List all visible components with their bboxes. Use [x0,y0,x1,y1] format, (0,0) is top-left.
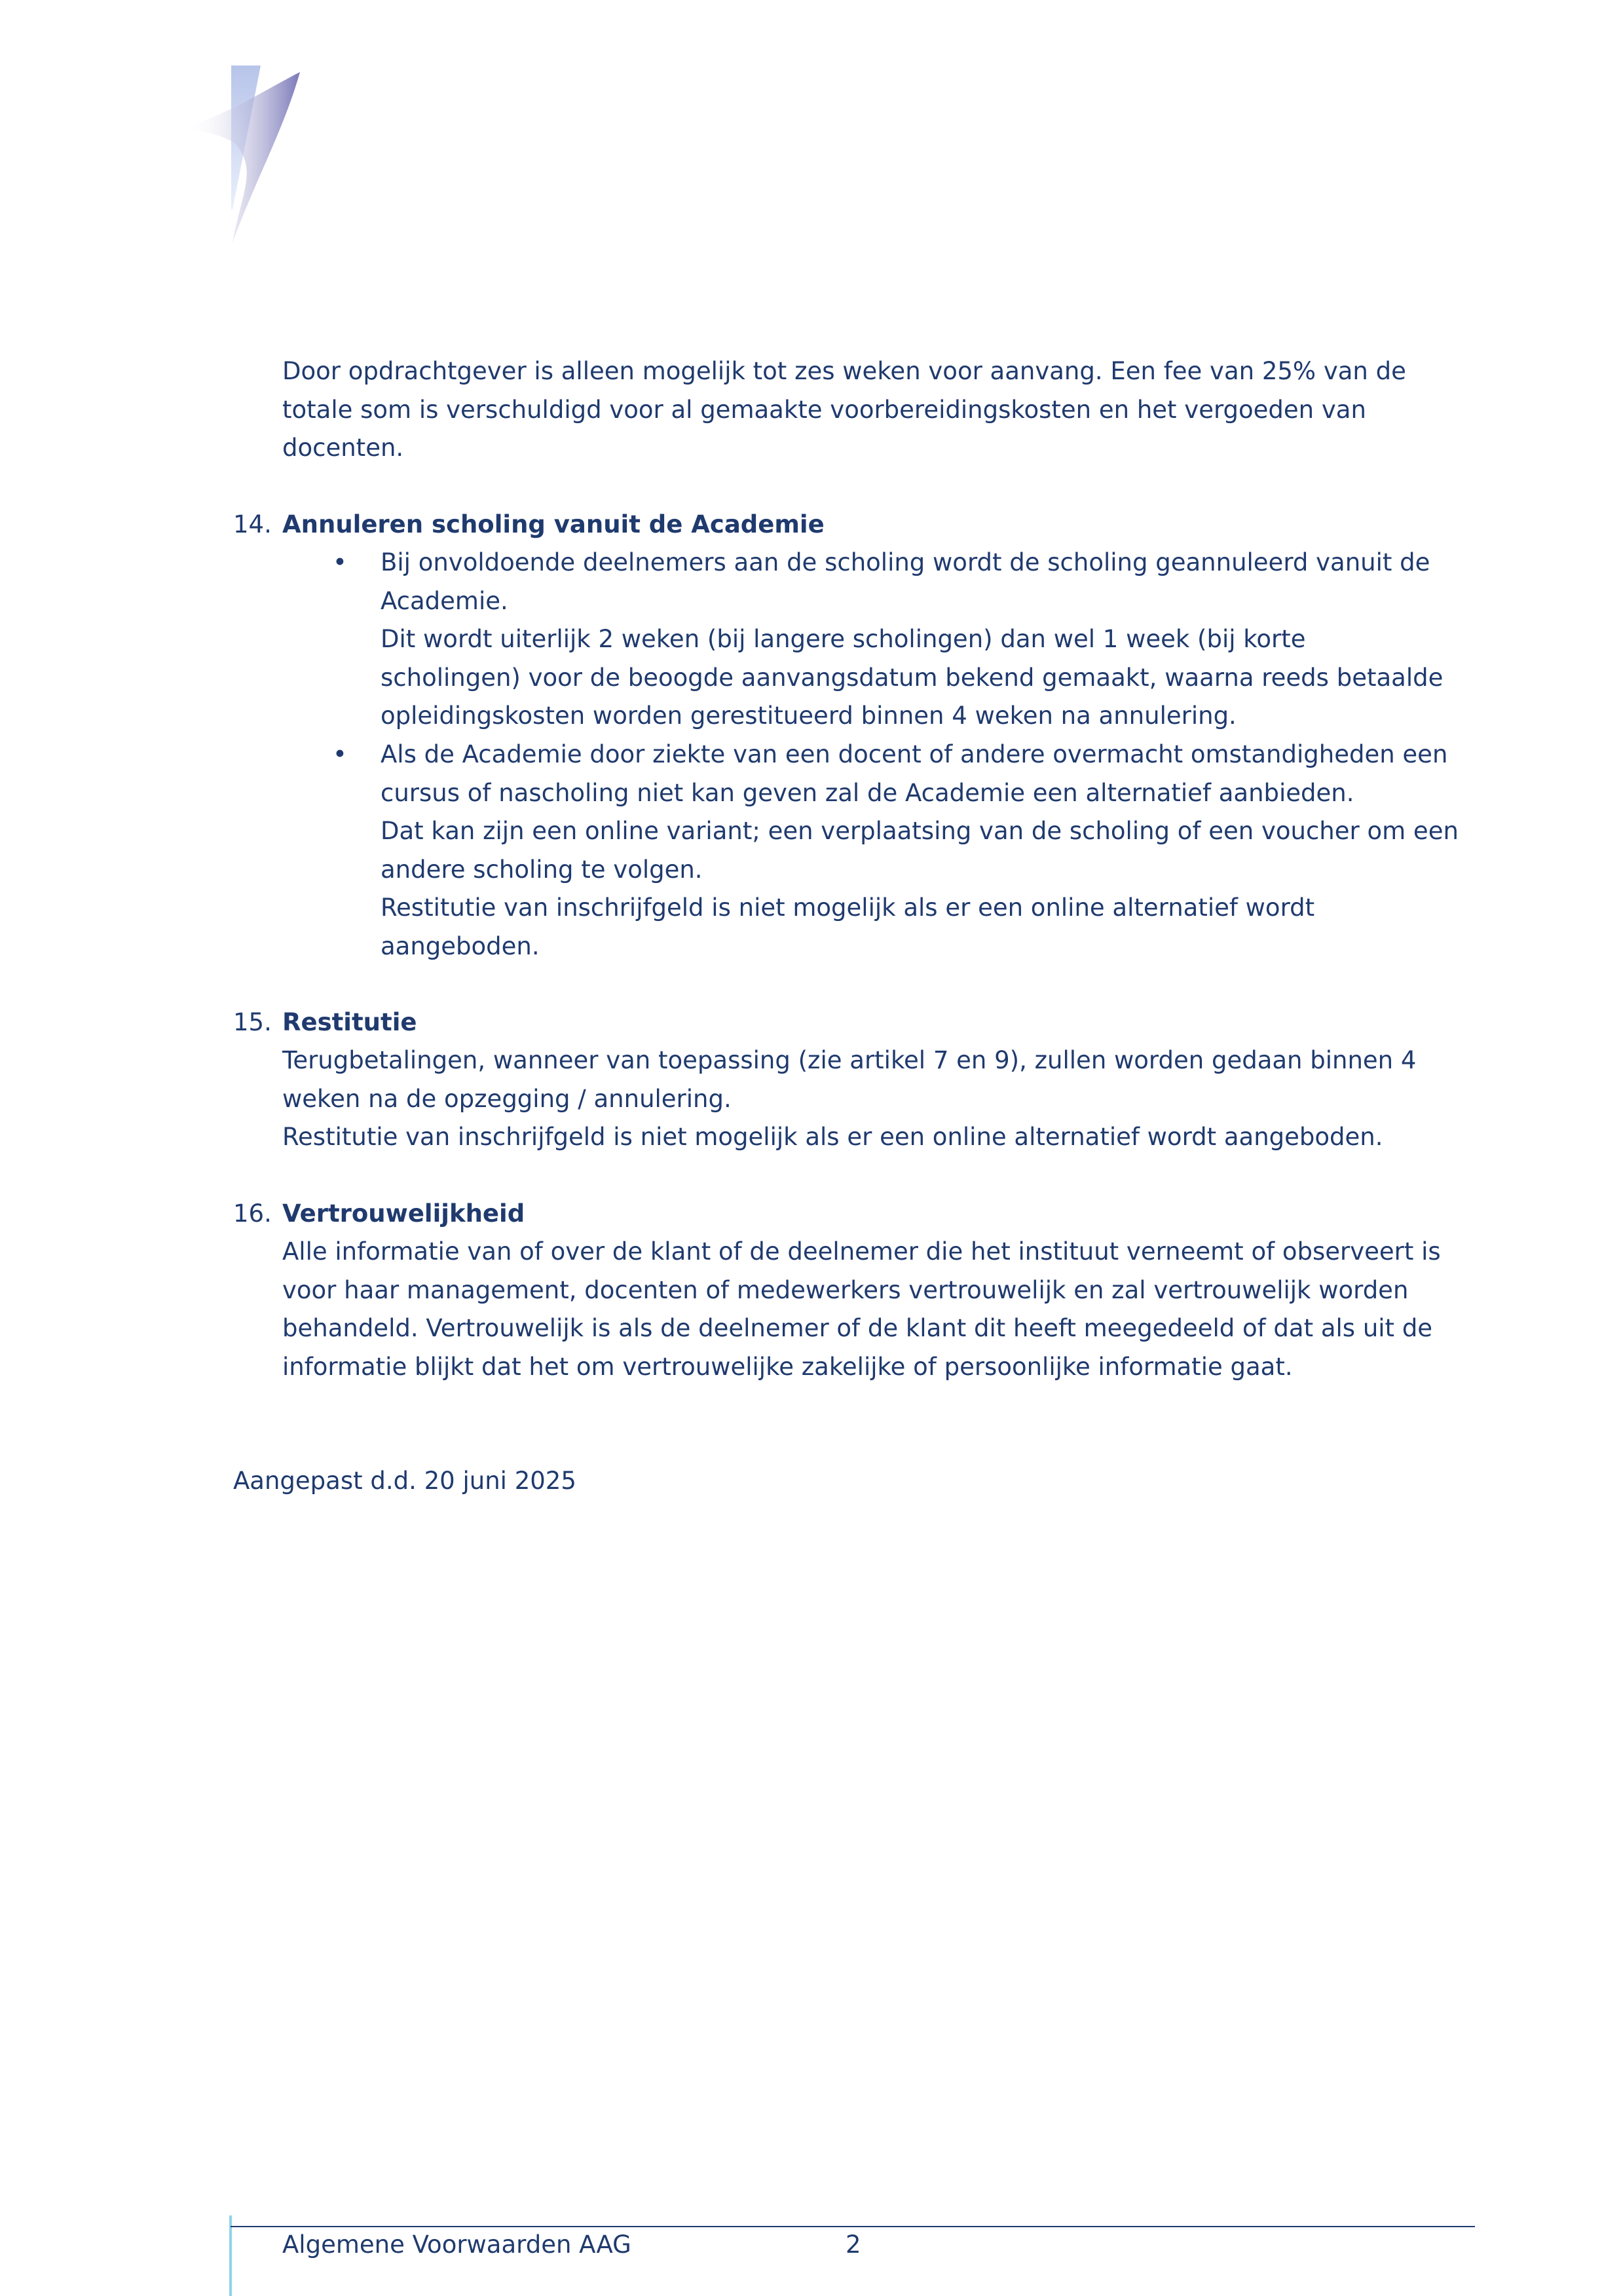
page-number: 2 [846,2230,861,2259]
footer-accent-bar [229,2215,232,2296]
text-line: Restitutie van inschrijfgeld is niet mogelijk als er een online alternatief wordt [381,894,1315,922]
text-line: cursus of nascholing niet kan geven zal de Academie een alternatief aanbieden. [381,778,1354,807]
text-line: opleidingskosten worden gerestitueerd binnen 4 weken na annulering. [381,702,1237,730]
text-line: voor haar management, docenten of medewerkers vertrouwelijk en zal vertrouwelijk worden [282,1275,1409,1304]
text-line: Dat kan zijn een online variant; een verplaatsing van de scholing of een voucher om een [381,817,1459,845]
footer-title: Algemene Voorwaarden AAG [282,2230,631,2259]
bullet-marker [333,544,347,582]
section-14-title: Annuleren scholing vanuit de Academie [282,510,825,538]
text-line: Als de Academie door ziekte van een docent of andere overmacht omstandigheden een [381,740,1448,768]
text-line: scholingen) voor de beoogde aanvangsdatum bekend gemaakt, waarna reeds betaalde [381,663,1444,692]
text-line: informatie blijkt dat het om vertrouwelijke zakelijke of persoonlijke informatie gaat. [282,1352,1293,1381]
bullet-marker [333,736,347,774]
text-line: andere scholing te volgen. [381,855,703,884]
footer-divider [231,2226,1475,2227]
text-line: docenten. [282,434,404,462]
section-15-number: 15. [233,1008,272,1036]
text-line: Terugbetalingen, wanneer van toepassing (zie artikel 7 en 9), zullen worden gedaan binnen 4 [282,1046,1417,1074]
section-14-bullet-1 [381,544,1443,736]
section-16-number: 16. [233,1199,272,1228]
text-line: behandeld. Vertrouwelijk is als de deelnemer of de klant dit heeft meegedeeld of dat als uit de [282,1314,1433,1342]
academy-logo-icon [185,64,303,244]
text-line: Academie. [381,586,508,615]
text-line: Dit wordt uiterlijk 2 weken (bij langere scholingen) dan wel 1 week (bij korte [381,625,1306,653]
text-line: Alle informatie van of over de klant of de deelnemer die het instituut verneemt of observeert is [282,1237,1441,1266]
revision-date: Aangepast d.d. 20 juni 2025 [233,1467,576,1495]
section-16-title: Vertrouwelijkheid [282,1199,525,1228]
text-line: aangeboden. [381,932,540,960]
text-line: weken na de opzegging / annulering. [282,1084,732,1113]
section-15-body [282,1042,1416,1157]
section-15-title: Restitutie [282,1008,417,1036]
text-line: Restitutie van inschrijfgeld is niet mogelijk als er een online alternatief wordt aangeboden. [282,1123,1383,1151]
section-14-bullet-2 [381,736,1459,966]
text-line: Bij onvoldoende deelnemers aan de scholing wordt de scholing geannuleerd vanuit de [381,548,1430,576]
section-16-body [282,1233,1441,1386]
text-line: totale som is verschuldigd voor al gemaakte voorbereidingskosten en het vergoeden van [282,395,1366,424]
intro-paragraph [282,352,1406,468]
text-line: Door opdrachtgever is alleen mogelijk tot zes weken voor aanvang. Een fee van 25% van de [282,357,1406,385]
section-14-number: 14. [233,510,272,538]
